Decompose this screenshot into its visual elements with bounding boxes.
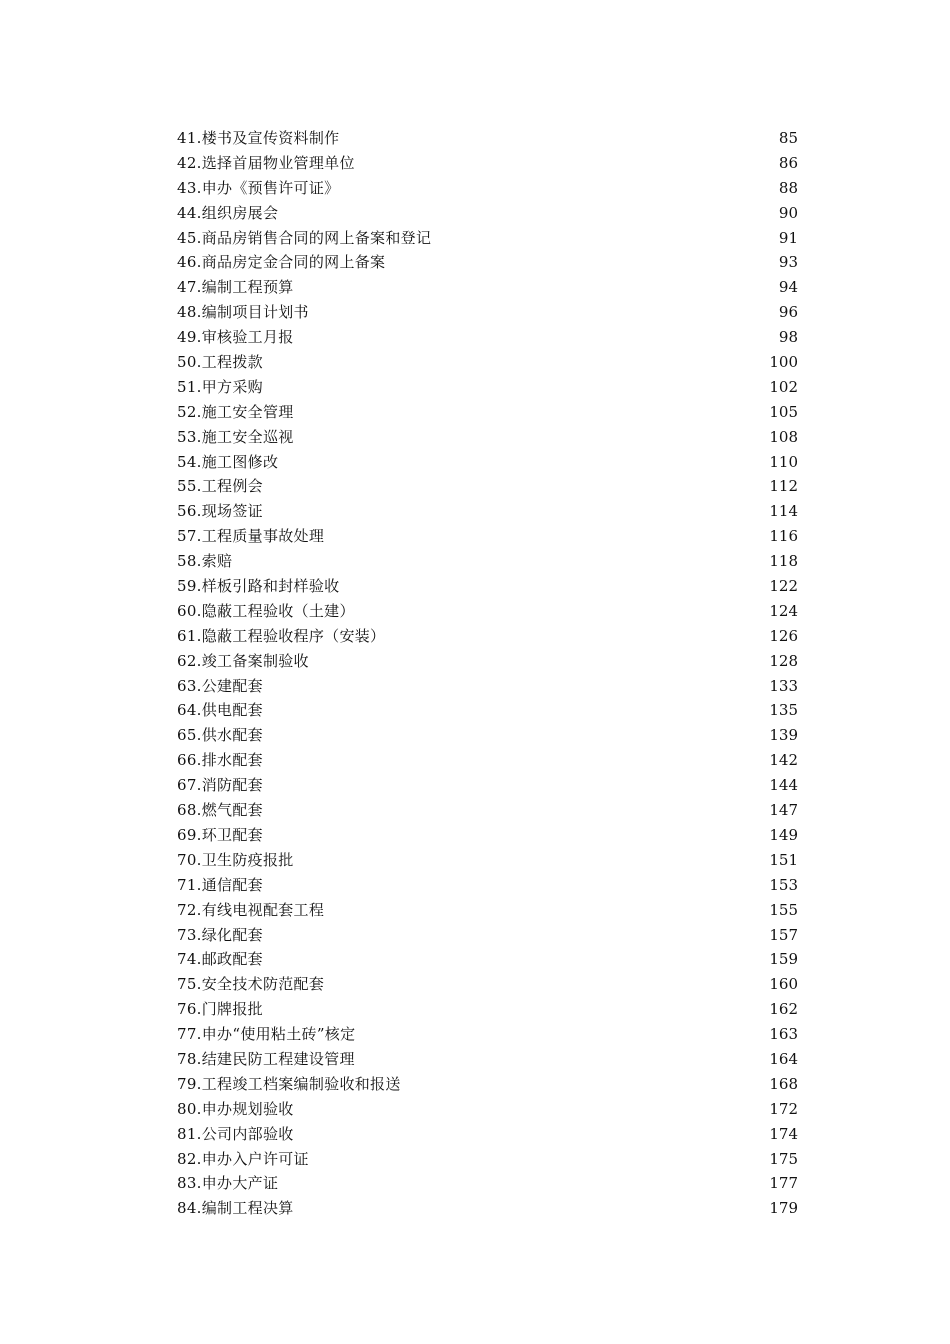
toc-entry[interactable] — [177, 350, 798, 375]
toc-entry[interactable] — [177, 947, 798, 972]
toc-entry-page-number: 98 — [778, 328, 798, 347]
toc-entry[interactable] — [177, 524, 798, 549]
toc-entry-page-number: 105 — [769, 402, 798, 421]
toc-entry-title: 51.甲方采购 — [177, 377, 263, 396]
toc-entry[interactable] — [177, 698, 798, 723]
toc-entry[interactable] — [177, 425, 798, 450]
toc-entry-page-number: 142 — [769, 751, 798, 770]
toc-entry-title: 80.申办规划验收 — [177, 1099, 294, 1118]
toc-entry-page-number: 93 — [778, 253, 798, 272]
toc-entry-page-number: 124 — [769, 601, 798, 620]
toc-entry-title: 58.索赔 — [177, 552, 233, 571]
toc-entry[interactable] — [177, 773, 798, 798]
toc-entry-title: 83.申办大产证 — [177, 1174, 279, 1193]
toc-entry-title: 73.绿化配套 — [177, 925, 263, 944]
toc-entry-title: 49.审核验工月报 — [177, 328, 294, 347]
toc-entry[interactable] — [177, 723, 798, 748]
toc-entry-page-number: 175 — [769, 1149, 798, 1168]
toc-entry-title: 75.安全技术防范配套 — [177, 975, 325, 994]
toc-entry-page-number: 122 — [769, 577, 798, 596]
toc-entry[interactable] — [177, 250, 798, 275]
toc-entry-page-number: 126 — [769, 626, 798, 645]
toc-entry-page-number: 144 — [769, 776, 798, 795]
toc-entry-title: 47.编制工程预算 — [177, 278, 294, 297]
toc-entry-page-number: 149 — [769, 825, 798, 844]
toc-entry[interactable] — [177, 997, 798, 1022]
toc-entry-title: 42.选择首届物业管理单位 — [177, 153, 355, 172]
toc-entry[interactable] — [177, 275, 798, 300]
toc-entry-page-number: 100 — [769, 353, 798, 372]
toc-entry-page-number: 114 — [769, 502, 798, 521]
toc-entry-title: 76.门牌报批 — [177, 1000, 263, 1019]
toc-entry-page-number: 94 — [778, 278, 798, 297]
toc-entry[interactable] — [177, 1122, 798, 1147]
toc-entry[interactable] — [177, 300, 798, 325]
toc-entry[interactable] — [177, 201, 798, 226]
toc-entry[interactable] — [177, 549, 798, 574]
toc-entry-title: 60.隐蔽工程验收（土建） — [177, 601, 355, 620]
toc-entry[interactable] — [177, 649, 798, 674]
toc-entry-page-number: 157 — [769, 925, 798, 944]
toc-entry-title: 59.样板引路和封样验收 — [177, 577, 340, 596]
toc-entry[interactable] — [177, 126, 798, 151]
toc-entry[interactable] — [177, 798, 798, 823]
toc-entry-page-number: 179 — [769, 1199, 798, 1218]
toc-entry-page-number: 151 — [769, 850, 798, 869]
toc-entry-title: 45.商品房销售合同的网上备案和登记 — [177, 228, 432, 247]
toc-entry[interactable] — [177, 599, 798, 624]
toc-entry[interactable] — [177, 450, 798, 475]
toc-entry-title: 78.结建民防工程建设管理 — [177, 1049, 355, 1068]
toc-entry-page-number: 96 — [778, 303, 798, 322]
toc-entry-page-number: 162 — [769, 1000, 798, 1019]
toc-entry[interactable] — [177, 1022, 798, 1047]
toc-entry-page-number: 133 — [769, 676, 798, 695]
toc-entry[interactable] — [177, 176, 798, 201]
toc-entry-page-number: 139 — [769, 726, 798, 745]
toc-entry-title: 79.工程竣工档案编制验收和报送 — [177, 1074, 401, 1093]
toc-entry-title: 67.消防配套 — [177, 776, 263, 795]
toc-entry-title: 43.申办《预售许可证》 — [177, 178, 340, 197]
toc-entry-page-number: 108 — [769, 427, 798, 446]
toc-entry-title: 74.邮政配套 — [177, 950, 263, 969]
toc-entry-title: 64.供电配套 — [177, 701, 263, 720]
toc-entry-page-number: 102 — [769, 377, 798, 396]
toc-entry-page-number: 160 — [769, 975, 798, 994]
toc-entry[interactable] — [177, 873, 798, 898]
toc-entry-page-number: 135 — [769, 701, 798, 720]
toc-entry-title: 50.工程拨款 — [177, 353, 263, 372]
toc-entry[interactable] — [177, 226, 798, 251]
toc-entry-page-number: 153 — [769, 875, 798, 894]
toc-entry-page-number: 118 — [769, 552, 798, 571]
toc-entry-title: 72.有线电视配套工程 — [177, 900, 325, 919]
toc-entry[interactable] — [177, 923, 798, 948]
toc-entry-title: 54.施工图修改 — [177, 452, 279, 471]
toc-entry-title: 70.卫生防疫报批 — [177, 850, 294, 869]
toc-entry-page-number: 91 — [778, 228, 798, 247]
toc-entry-page-number: 88 — [778, 178, 798, 197]
toc-entry[interactable] — [177, 898, 798, 923]
toc-entry-title: 55.工程例会 — [177, 477, 263, 496]
toc-entry[interactable] — [177, 823, 798, 848]
toc-entry[interactable] — [177, 1171, 798, 1196]
toc-entry-page-number: 159 — [769, 950, 798, 969]
toc-entry[interactable] — [177, 1097, 798, 1122]
toc-entry-title: 66.排水配套 — [177, 751, 263, 770]
toc-entry-title: 56.现场签证 — [177, 502, 263, 521]
toc-entry-page-number: 112 — [769, 477, 798, 496]
toc-entry[interactable] — [177, 1047, 798, 1072]
toc-entry-page-number: 155 — [769, 900, 798, 919]
toc-entry[interactable] — [177, 499, 798, 524]
toc-entry-title: 53.施工安全巡视 — [177, 427, 294, 446]
toc-entry-page-number: 85 — [778, 129, 798, 147]
toc-entry-title: 82.申办入户许可证 — [177, 1149, 309, 1168]
toc-entry-page-number: 147 — [769, 801, 798, 820]
toc-entry-title: 41.楼书及宣传资料制作 — [177, 129, 340, 147]
toc-entry-title: 81.公司内部验收 — [177, 1124, 294, 1143]
toc-entry-page-number: 174 — [769, 1124, 798, 1143]
toc-entry-title: 52.施工安全管理 — [177, 402, 294, 421]
toc-entry[interactable] — [177, 1147, 798, 1172]
toc-entry-title: 65.供水配套 — [177, 726, 263, 745]
toc-entry-title: 62.竣工备案制验收 — [177, 651, 309, 670]
toc-entry-page-number: 110 — [769, 452, 798, 471]
toc-entry[interactable] — [177, 972, 798, 997]
toc-entry-title: 77.申办“使用粘土砖”核定 — [177, 1025, 356, 1044]
toc-entry[interactable] — [177, 574, 798, 599]
toc-entry-page-number: 177 — [769, 1174, 798, 1193]
toc-entry-title: 68.燃气配套 — [177, 801, 263, 820]
toc-entry-title: 63.公建配套 — [177, 676, 263, 695]
toc-entry[interactable] — [177, 151, 798, 176]
toc-entry-page-number: 164 — [769, 1049, 798, 1068]
toc-entry-page-number: 128 — [769, 651, 798, 670]
toc-entry-title: 61.隐蔽工程验收程序（安装） — [177, 626, 386, 645]
toc-entry[interactable] — [177, 400, 798, 425]
toc-entry-page-number: 172 — [769, 1099, 798, 1118]
table-of-contents — [177, 126, 798, 1221]
toc-entry[interactable] — [177, 1072, 798, 1097]
toc-entry[interactable] — [177, 748, 798, 773]
toc-entry[interactable] — [177, 325, 798, 350]
toc-entry[interactable] — [177, 848, 798, 873]
toc-entry-page-number: 116 — [769, 527, 798, 546]
toc-entry-title: 71.通信配套 — [177, 875, 263, 894]
toc-entry[interactable] — [177, 474, 798, 499]
toc-entry-title: 48.编制项目计划书 — [177, 303, 309, 322]
toc-entry-title: 46.商品房定金合同的网上备案 — [177, 253, 386, 272]
toc-entry-page-number: 168 — [769, 1074, 798, 1093]
toc-entry-page-number: 163 — [769, 1025, 798, 1044]
toc-entry-title: 84.编制工程决算 — [177, 1199, 294, 1218]
toc-entry[interactable] — [177, 624, 798, 649]
toc-entry[interactable] — [177, 674, 798, 699]
toc-entry[interactable] — [177, 375, 798, 400]
toc-entry-page-number: 90 — [778, 203, 798, 222]
toc-entry[interactable] — [177, 1196, 798, 1221]
toc-entry-title: 57.工程质量事故处理 — [177, 527, 325, 546]
toc-entry-title: 44.组织房展会 — [177, 203, 279, 222]
toc-entry-page-number: 86 — [778, 153, 798, 172]
toc-entry-title: 69.环卫配套 — [177, 825, 263, 844]
